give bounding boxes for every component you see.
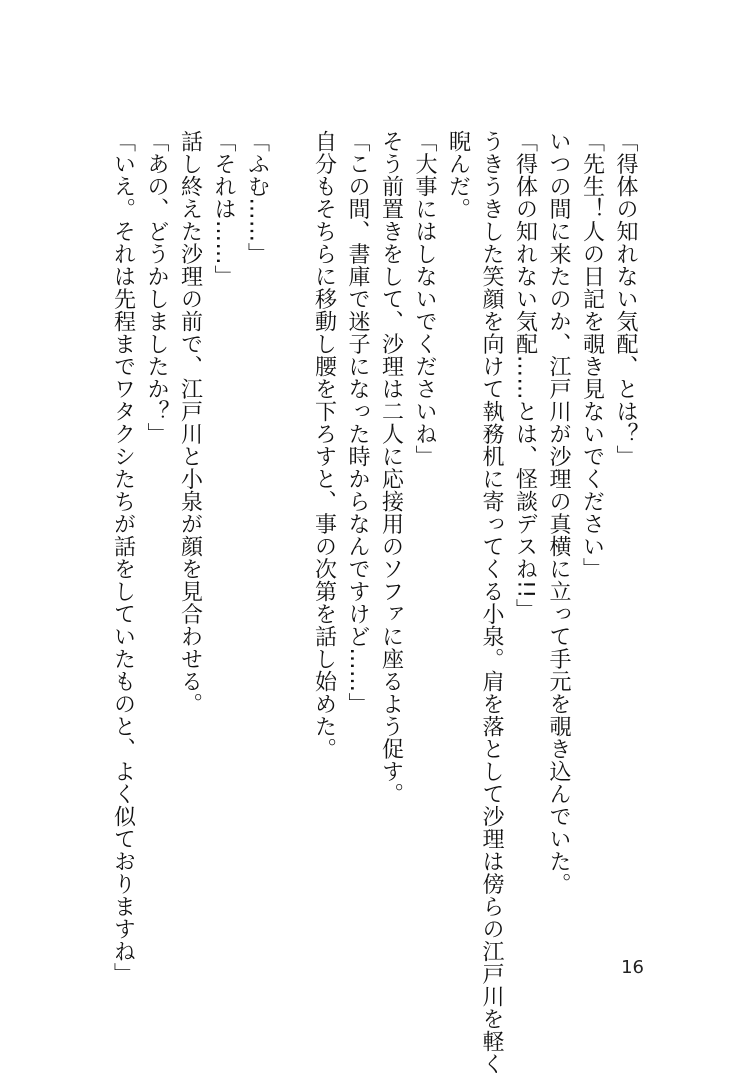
text-line: そう前置きをして、沙理は二人に応接用のソファに座るよう促す。 [378,130,404,805]
text-line: 「この間、書庫で迷子になった時からなんですけど……」 [345,130,370,715]
text-line: 「先生！人の日記を覗き見ないでください」 [579,130,605,580]
text-line: 「大事にはしないでくださいね」 [412,130,437,468]
text-line: いつの間に来たのか、江戸川が沙理の真横に立って手元を覗き込んでいた。 [546,130,571,895]
page-number: 16 [621,957,644,978]
text-line: 話し終えた沙理の前で、江戸川と小泉が顔を見合わせる。 [177,130,203,715]
text-line: 「ふむ……」 [244,130,270,265]
text-line: うきうきした笑顔を向けて執務机に寄ってくる小泉。肩を落として沙理は傍らの江戸川を軽く [479,130,504,1075]
text-line: 「いえ。それは先程までワタクシたちが話をしていたものと、よく似ておりますね」 [110,130,136,985]
text-line: 睨んだ。 [445,130,471,220]
blank-line [274,130,308,830]
text-line: 「あの、どうかしましたか？」 [144,130,169,445]
text-line: 自分もそちらに移動し腰を下ろすと、事の次第を話し始めた。 [311,130,337,760]
text-line: 「それは……」 [211,130,236,288]
text-line: 「得体の知れない気配……とは、怪談デスね!!」 [512,130,538,622]
text-line: 「得体の知れない気配、とは？」 [613,130,638,468]
